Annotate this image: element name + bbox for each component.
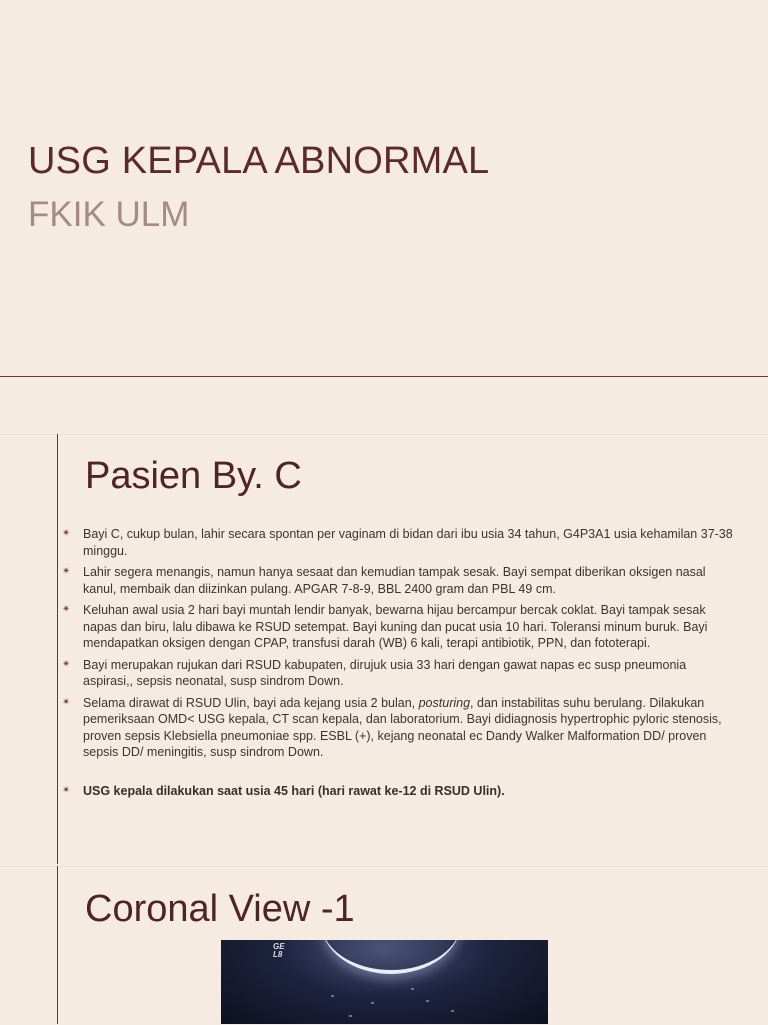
presentation-title: USG KEPALA ABNORMAL xyxy=(28,140,490,182)
patient-history-list xyxy=(62,526,734,804)
bullet-star-icon: ✴ xyxy=(62,784,71,796)
bullet-star-icon: ✴ xyxy=(62,566,71,577)
title-slide xyxy=(0,0,768,376)
ultrasound-logo: GE L8 xyxy=(273,942,285,959)
bullet-star-icon: ✴ xyxy=(62,604,71,615)
ultrasound-image xyxy=(221,940,548,1024)
bullet-star-icon: ✴ xyxy=(62,528,71,539)
list-item: ✴ Bayi merupakan rujukan dari RSUD kabupaten, dirujuk usia 33 hari dengan gawat napas ec susp pneumonia aspirasi,, sepsis neonatal, susp sindrom Down. xyxy=(62,657,687,688)
presentation-subtitle: FKIK ULM xyxy=(28,195,190,234)
patient-slide-title: Pasien By. C xyxy=(85,455,302,497)
slide-vertical-rule xyxy=(57,866,58,1024)
slide-divider xyxy=(0,376,768,377)
bullet-star-icon: ✴ xyxy=(62,696,71,708)
list-item: ✴ Selama dirawat di RSUD Ulin, bayi ada kejang usia 2 bulan, posturing, dan instabilitas suhu berulang. Dilakukan pemeriksaan OMD< USG kepala, CT scan kepala, dan laboratorium. Bayi didiagnosis hypertrophic pyloric stenosis, proven sepsis Klebsiella pneumoniae spp. ESBL (+), kejang neonatal ec Dandy Walker Malformation DD/ proven sepsis DD/ meningitis, susp sindrom Down. xyxy=(62,695,722,759)
bullet-star-icon: ✴ xyxy=(62,658,71,670)
slide-vertical-rule xyxy=(57,434,58,864)
ultrasound-probe-arc xyxy=(321,940,461,974)
list-item: ✴ Keluhan awal usia 2 hari bayi muntah lendir banyak, bewarna hijau bercampur bercak coklat. Bayi tampak sesak napas dan biru, lalu dibawa ke RSUD setempat. Bayi kuning dan pucat usia 10 hari. Toleransi minum buruk. Bayi mendapatkan oksigen dengan CPAP, transfusi darah (WB) 6 kali, terapi antibiotik, PPN, dan fototerapi. xyxy=(62,603,708,650)
list-item: ✴ Bayi C, cukup bulan, lahir secara spontan per vaginam di bidan dari ibu usia 34 tahun, G4P3A1 usia kehamilan 37-38 minggu. xyxy=(62,527,733,558)
list-item-highlight: ✴ USG kepala dilakukan saat usia 45 hari (hari rawat ke-12 di RSUD Ulin). xyxy=(62,783,505,798)
coronal-slide-title: Coronal View -1 xyxy=(85,888,355,930)
list-item: ✴ Lahir segera menangis, namun hanya sesaat dan kemudian tampak sesak. Bayi sempat diberikan oksigen nasal kanul, membaik dan diizinkan pulang. APGAR 7-8-9, BBL 2400 gram dan PBL 49 cm. xyxy=(62,565,706,596)
